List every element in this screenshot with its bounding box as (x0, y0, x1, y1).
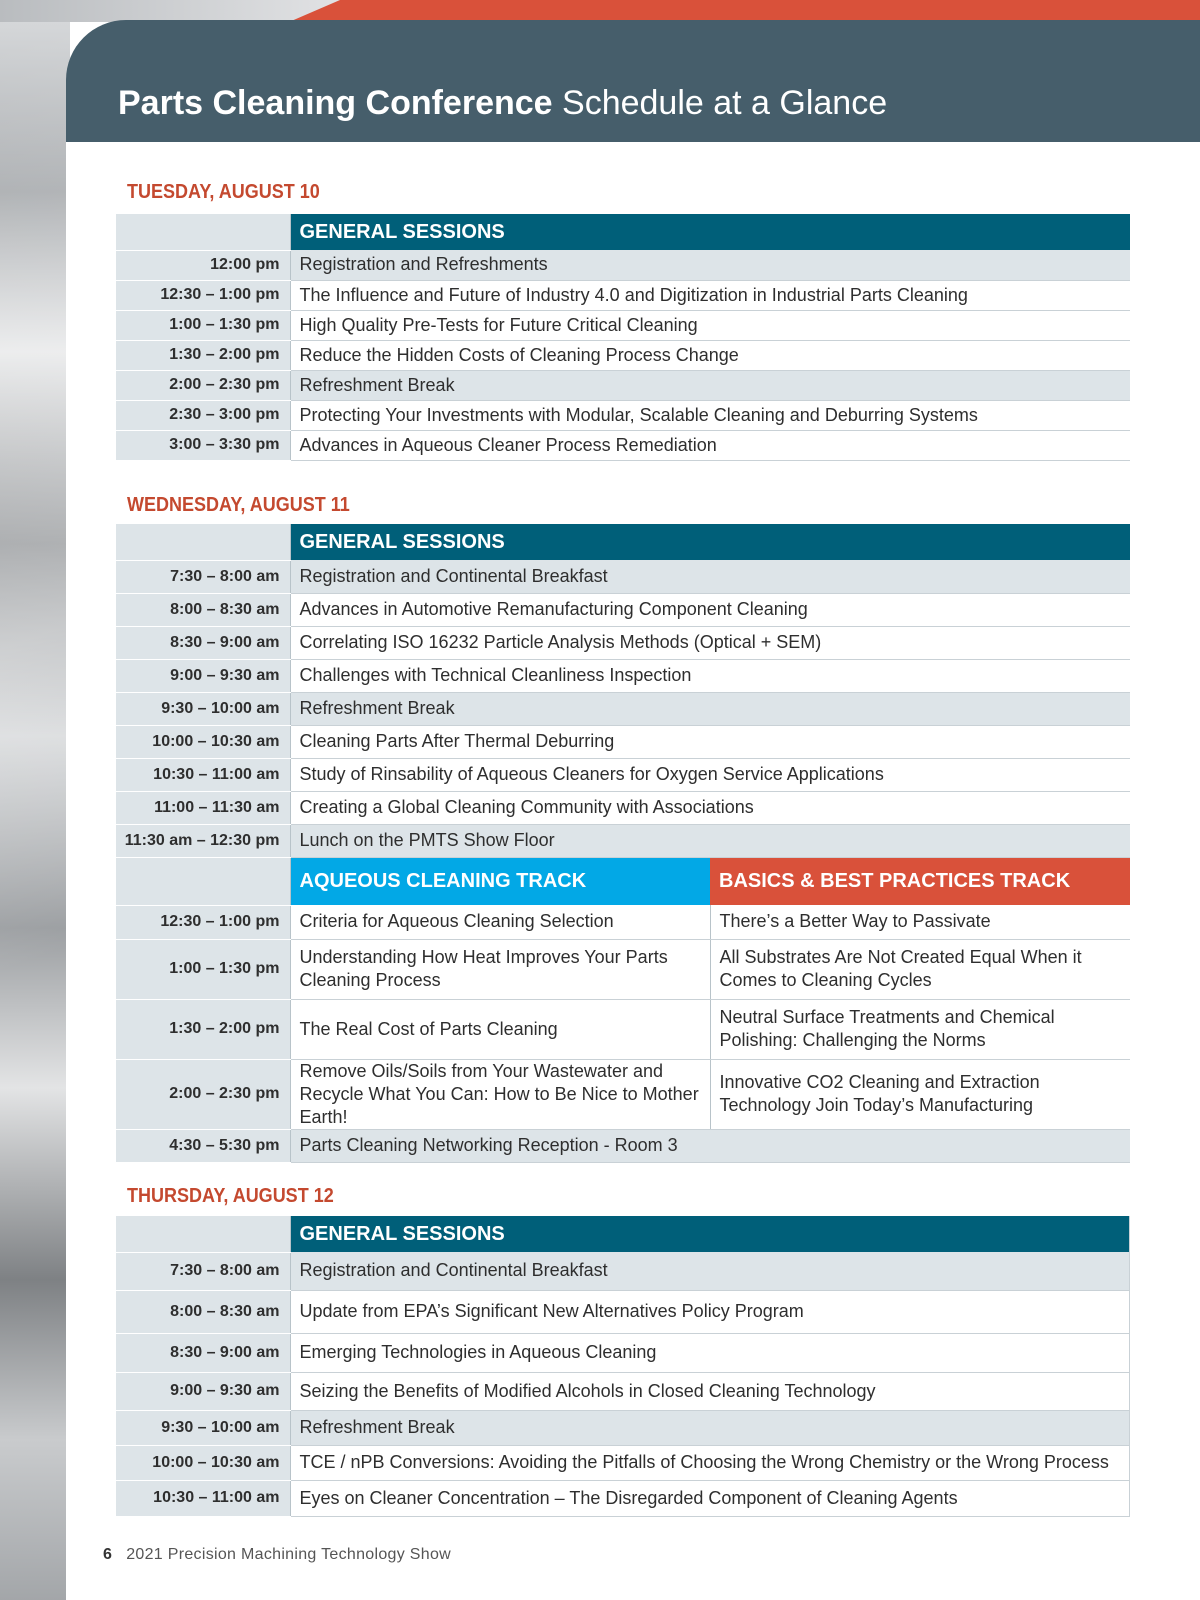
section-header-row (116, 214, 1130, 250)
time-cell: 9:00 – 9:30 am (116, 1372, 290, 1410)
time-cell: 1:30 – 2:00 pm (116, 340, 290, 370)
time-cell: 12:30 – 1:00 pm (116, 280, 290, 310)
title-bold: Parts Cleaning Conference (118, 84, 553, 122)
aqueous-session-cell: Understanding How Heat Improves Your Parts Cleaning Process (290, 939, 710, 999)
time-cell: 2:30 – 3:00 pm (116, 400, 290, 430)
table-row (116, 626, 1130, 659)
aqueous-session-cell: Remove Oils/Soils from Your Wastewater and Recycle What You Can: How to Be Nice to Mother Earth! (290, 1059, 710, 1129)
session-cell: Update from EPA’s Significant New Alternatives Policy Program (290, 1290, 1130, 1333)
table-row (116, 1290, 1130, 1333)
session-cell: Lunch on the PMTS Show Floor (290, 824, 1130, 857)
schedule-table-tuesday (116, 214, 1130, 461)
day-heading-tuesday: TUESDAY, AUGUST 10 (127, 181, 320, 203)
aqueous-session-cell: The Real Cost of Parts Cleaning (290, 999, 710, 1059)
schedule-table-wednesday (116, 524, 1130, 1163)
page-footer (103, 1546, 451, 1564)
time-cell: 12:30 – 1:00 pm (116, 905, 290, 939)
basics-session-cell: Innovative CO2 Cleaning and Extraction Technology Join Today’s Manufacturing (710, 1059, 1130, 1129)
section-header: GENERAL SESSIONS (290, 524, 1130, 560)
table-row (116, 1410, 1130, 1445)
time-cell: 7:30 – 8:00 am (116, 1252, 290, 1290)
time-cell: 9:30 – 10:00 am (116, 1410, 290, 1445)
time-cell: 10:30 – 11:00 am (116, 1480, 290, 1516)
session-cell: Reduce the Hidden Costs of Cleaning Process Change (290, 340, 1130, 370)
time-cell: 12:00 pm (116, 250, 290, 280)
table-row (116, 593, 1130, 626)
session-cell: Cleaning Parts After Thermal Deburring (290, 725, 1130, 758)
table-row (116, 400, 1130, 430)
session-cell: Registration and Continental Breakfast (290, 1252, 1130, 1290)
time-cell-empty (116, 524, 290, 560)
session-cell: Study of Rinsability of Aqueous Cleaners for Oxygen Service Applications (290, 758, 1130, 791)
table-row (116, 725, 1130, 758)
time-cell: 1:00 – 1:30 pm (116, 939, 290, 999)
table-row (116, 659, 1130, 692)
table-row (116, 1445, 1130, 1480)
table-row (116, 791, 1130, 824)
time-cell: 9:00 – 9:30 am (116, 659, 290, 692)
track-header-row (116, 857, 1130, 905)
section-header: GENERAL SESSIONS (290, 1216, 1130, 1252)
session-cell: Seizing the Benefits of Modified Alcohols in Closed Cleaning Technology (290, 1372, 1130, 1410)
time-cell: 8:30 – 9:00 am (116, 626, 290, 659)
time-cell: 8:00 – 8:30 am (116, 1290, 290, 1333)
session-cell: Refreshment Break (290, 692, 1130, 725)
page-title (118, 82, 887, 124)
session-cell: Advances in Automotive Remanufacturing Component Cleaning (290, 593, 1130, 626)
table-row (116, 250, 1130, 280)
session-cell: High Quality Pre-Tests for Future Critical Cleaning (290, 310, 1130, 340)
day-heading-wednesday: WEDNESDAY, AUGUST 11 (127, 494, 350, 516)
day-heading-thursday: THURSDAY, AUGUST 12 (127, 1185, 334, 1207)
table-row (116, 692, 1130, 725)
time-cell: 2:00 – 2:30 pm (116, 1059, 290, 1129)
table-row (116, 430, 1130, 460)
page-number: 6 (103, 1546, 113, 1563)
time-cell: 9:30 – 10:00 am (116, 692, 290, 725)
section-header-row (116, 524, 1130, 560)
table-row (116, 280, 1130, 310)
session-cell: The Influence and Future of Industry 4.0 and Digitization in Industrial Parts Cleaning (290, 280, 1130, 310)
session-cell: Advances in Aqueous Cleaner Process Remediation (290, 430, 1130, 460)
section-header-row (116, 1216, 1130, 1252)
table-row (116, 999, 1130, 1059)
publication-name: 2021 Precision Machining Technology Show (126, 1546, 451, 1563)
session-cell: TCE / nPB Conversions: Avoiding the Pitfalls of Choosing the Wrong Chemistry or the Wrong Process (290, 1445, 1130, 1480)
time-cell: 11:30 am – 12:30 pm (116, 824, 290, 857)
time-cell: 1:30 – 2:00 pm (116, 999, 290, 1059)
time-cell-empty (116, 214, 290, 250)
session-cell: Emerging Technologies in Aqueous Cleaning (290, 1333, 1130, 1372)
table-row (116, 1480, 1130, 1516)
time-cell-empty (116, 857, 290, 905)
table-row (116, 1059, 1130, 1129)
table-row (116, 1129, 1130, 1162)
basics-session-cell: There’s a Better Way to Passivate (710, 905, 1130, 939)
session-cell: Protecting Your Investments with Modular, Scalable Cleaning and Deburring Systems (290, 400, 1130, 430)
time-cell: 7:30 – 8:00 am (116, 560, 290, 593)
metallic-side-strip (0, 0, 70, 1600)
time-cell: 10:00 – 10:30 am (116, 1445, 290, 1480)
table-row (116, 370, 1130, 400)
top-gray-bar (0, 0, 340, 22)
session-cell: Challenges with Technical Cleanliness Inspection (290, 659, 1130, 692)
time-cell: 4:30 – 5:30 pm (116, 1129, 290, 1162)
basics-session-cell: Neutral Surface Treatments and Chemical Polishing: Challenging the Norms (710, 999, 1130, 1059)
session-cell: Refreshment Break (290, 1410, 1130, 1445)
session-cell: Correlating ISO 16232 Particle Analysis Methods (Optical + SEM) (290, 626, 1130, 659)
time-cell: 3:00 – 3:30 pm (116, 430, 290, 460)
time-cell: 11:00 – 11:30 am (116, 791, 290, 824)
session-cell: Eyes on Cleaner Concentration – The Disregarded Component of Cleaning Agents (290, 1480, 1130, 1516)
basics-session-cell: All Substrates Are Not Created Equal When it Comes to Cleaning Cycles (710, 939, 1130, 999)
table-row (116, 758, 1130, 791)
table-row (116, 1372, 1130, 1410)
table-row (116, 1252, 1130, 1290)
top-accent-bar (280, 0, 1200, 20)
time-cell: 2:00 – 2:30 pm (116, 370, 290, 400)
basics-track-header: BASICS & BEST PRACTICES TRACK (710, 857, 1130, 905)
table-row (116, 1333, 1130, 1372)
time-cell: 10:00 – 10:30 am (116, 725, 290, 758)
session-cell: Creating a Global Cleaning Community with Associations (290, 791, 1130, 824)
table-row (116, 560, 1130, 593)
time-cell: 1:00 – 1:30 pm (116, 310, 290, 340)
aqueous-track-header: AQUEOUS CLEANING TRACK (290, 857, 710, 905)
session-cell: Registration and Refreshments (290, 250, 1130, 280)
time-cell-empty (116, 1216, 290, 1252)
table-row (116, 939, 1130, 999)
table-row (116, 824, 1130, 857)
table-row (116, 310, 1130, 340)
table-row (116, 340, 1130, 370)
session-cell: Refreshment Break (290, 370, 1130, 400)
schedule-table-thursday (116, 1216, 1130, 1517)
section-header: GENERAL SESSIONS (290, 214, 1130, 250)
title-rest: Schedule at a Glance (562, 84, 888, 122)
time-cell: 8:00 – 8:30 am (116, 593, 290, 626)
time-cell: 10:30 – 11:00 am (116, 758, 290, 791)
time-cell: 8:30 – 9:00 am (116, 1333, 290, 1372)
session-cell: Parts Cleaning Networking Reception - Room 3 (290, 1129, 1130, 1162)
session-cell: Registration and Continental Breakfast (290, 560, 1130, 593)
aqueous-session-cell: Criteria for Aqueous Cleaning Selection (290, 905, 710, 939)
table-row (116, 905, 1130, 939)
